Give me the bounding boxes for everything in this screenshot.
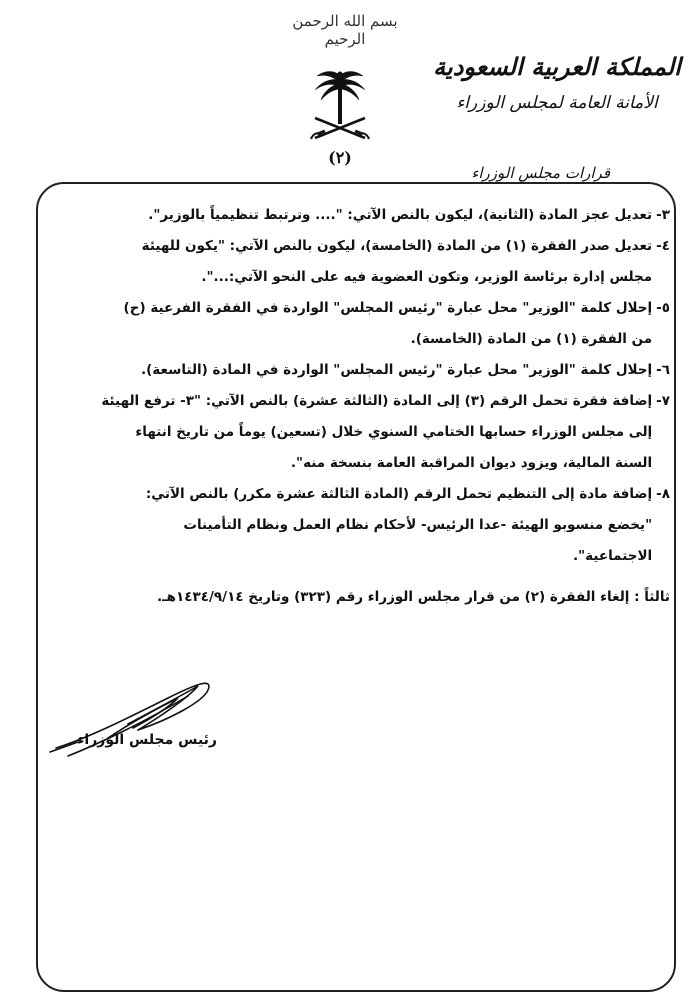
letterhead-kingdom: المملكة العربية السعودية: [433, 52, 681, 81]
item-number: ٣-: [656, 207, 670, 223]
item-text: إضافة فقرة تحمل الرقم (٣) إلى المادة (الثالثة عشرة) بالنص الآتي: "٣- ترفع الهيئة: [101, 393, 653, 409]
item-number: ٦-: [656, 362, 670, 378]
decision-body: [52, 200, 670, 613]
page-number: (٢): [328, 148, 352, 167]
basmala: بسم الله الرحمن الرحيم: [292, 12, 398, 48]
item-text: السنة المالية، ويزود ديوان المراقبة العامة بنسخة منه".: [290, 455, 653, 471]
item-number: ٤-: [656, 238, 670, 254]
item-text: إحلال كلمة "الوزير" محل عبارة "رئيس المجلس" الواردة في الفقرة الفرعية (ح): [123, 300, 653, 316]
list-item: [52, 355, 670, 386]
item-number: ٧-: [656, 393, 670, 409]
decisions-tag: قرارات مجلس الوزراء: [463, 164, 618, 182]
item-text: إلى مجلس الوزراء حسابها الختامي السنوي خلال (تسعين) يوماً من تاريخ انتهاء: [135, 424, 653, 440]
saudi-emblem-icon: [305, 68, 375, 148]
letterhead-secretariat: الأمانة العامة لمجلس الوزراء: [456, 93, 658, 113]
item-number: ٥-: [656, 300, 670, 316]
list-item: [52, 231, 670, 293]
list-item: [52, 200, 670, 231]
item-text: تعديل صدر الفقرة (١) من المادة (الخامسة)، ليكون بالنص الآتي: "يكون للهيئة: [141, 238, 653, 254]
letterhead: [432, 52, 682, 113]
item-text: إحلال كلمة "الوزير" محل عبارة "رئيس المجلس" الواردة في المادة (التاسعة).: [141, 362, 653, 378]
item-text: تعديل عجز المادة (الثانية)، ليكون بالنص الآتي: ".... وترتبط تنظيمياً بالوزير".: [148, 207, 653, 223]
item-text: إضافة مادة إلى التنظيم تحمل الرقم (المادة الثالثة عشرة مكرر) بالنص الآتي:: [145, 486, 653, 502]
item-number: ٨-: [656, 486, 670, 502]
list-item: [52, 293, 670, 355]
signer-title: رئيس مجلس الوزراء: [77, 732, 217, 748]
item-text: من الفقرة (١) من المادة (الخامسة).: [410, 331, 653, 347]
item-text: الاجتماعية".: [573, 548, 653, 564]
clause-third: ثالثاً : إلغاء الفقرة (٢) من قرار مجلس الوزراء رقم (٣٢٣) وتاريخ ١٤٣٤/٩/١٤هـ.: [156, 589, 670, 605]
item-text: مجلس إدارة برئاسة الوزير، وتكون العضوية فيه على النحو الآتي:...".: [201, 269, 653, 285]
list-item: [52, 386, 670, 479]
item-text: "يخضع منسوبو الهيئة -عدا الرئيس- لأحكام نظام العمل ونظام التأمينات: [183, 517, 653, 533]
list-item: [52, 479, 670, 572]
